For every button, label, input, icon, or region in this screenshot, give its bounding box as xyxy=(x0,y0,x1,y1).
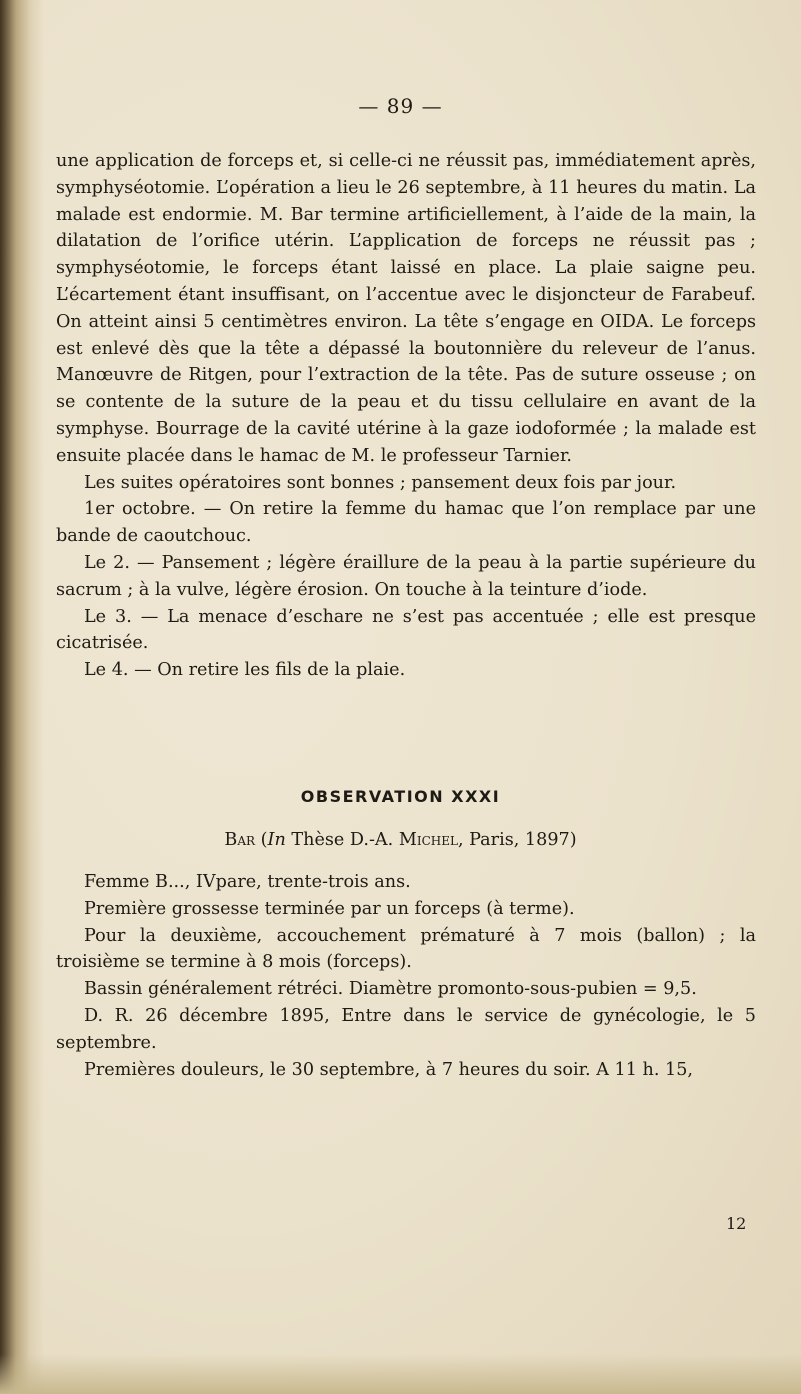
paragraph: Le 2. — Pansement ; légère éraillure de la peau à la partie supérieure du sacrum ; à la vulve, légère érosion. On touche à la teinture d’iode. xyxy=(56,552,756,600)
paragraph: Première grossesse terminée par un forceps (à terme). xyxy=(84,898,575,919)
book-spine-shadow xyxy=(0,0,44,1394)
source-name: Michel xyxy=(398,830,458,850)
source-author: Bar xyxy=(224,830,256,850)
paragraph: D. R. 26 décembre 1895, Entre dans le service de gynécologie, le 5 septembre. xyxy=(56,1005,756,1053)
paragraph: Premières douleurs, le 30 septembre, à 7 heures du soir. A 11 h. 15, xyxy=(84,1059,694,1080)
page-number: 12 xyxy=(726,1214,747,1233)
paragraph: Bassin généralement rétréci. Diamètre promonto-sous-pubien = 9,5. xyxy=(84,979,697,1000)
source-tail: , Paris, 1897) xyxy=(457,830,577,850)
paragraph: Femme B..., IVpare, trente-trois ans. xyxy=(84,872,411,892)
observation-title: OBSERVATION XXXI xyxy=(300,787,501,806)
source-in: In xyxy=(267,830,286,850)
observation-text xyxy=(56,869,756,1083)
paragraph: Pour la deuxième, accouchement prématuré à 7 mois (ballon) ; la troisième se termine à 8 mois (forceps). xyxy=(56,925,756,973)
paragraph: 1er octobre. — On retire la femme du hamac que l’on remplace par une bande de caoutchouc. xyxy=(56,499,756,547)
observation-source: Bar (In Thèse D.-A. Michel, Paris, 1897) xyxy=(224,830,577,850)
source-rest: Thèse D.-A. xyxy=(285,830,399,850)
paragraph: Le 3. — La menace d’eschare ne s’est pas accentuée ; elle est presque cicatrisée. xyxy=(56,606,756,654)
paragraph: Les suites opératoires sont bonnes ; pansement deux fois par jour. xyxy=(84,472,677,493)
paragraph: Le 4. — On retire les fils de la plaie. xyxy=(84,660,406,681)
page-header: — 89 — xyxy=(358,94,443,118)
page-bottom-shade xyxy=(0,1354,801,1394)
body-text xyxy=(56,148,756,684)
paragraph: une application de forceps et, si celle-ci ne réussit pas, immédiatement après, symphyséotomie. L’opération a lieu le 26 septembre, à 11 heures du matin. La malade est endormie. M. Bar termine artificiellement, à l’aide de la main, la dilatation de l’orifice utérin. L’application de forceps ne réussit pas ; symphyséotomie, le forceps étant laissé en place. La plaie saigne peu. L’écartement étant insuffisant, on l’accentue avec le disjoncteur de Farabeuf. On atteint ainsi 5 centimètres environ. La tête s’engage en OIDA. Le forceps est enlevé dès que la tête a dépassé la boutonnière du releveur de l’anus. Manœuvre de Ritgen, pour l’extraction de la tête. Pas de suture osseuse ; on se contente de la suture de la peau et du tissu cellulaire en avant de la symphyse. Bourrage de la cavité utérine à la gaze iodoformée ; la malade est ensuite placée dans le hamac de M. le professeur Tarnier. xyxy=(56,151,756,466)
